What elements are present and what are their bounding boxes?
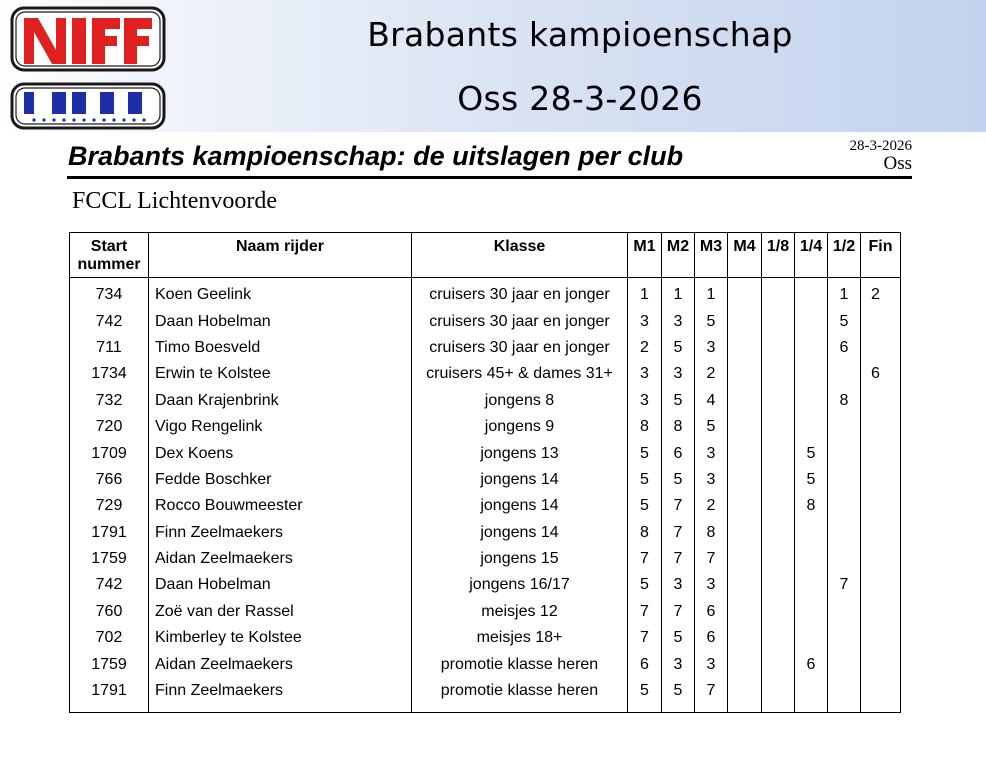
cell-rider-name: Daan Hobelman xyxy=(149,572,412,598)
cell-klasse: cruisers 45+ & dames 31+ xyxy=(412,361,628,387)
cell-rider-name: Erwin te Kolstee xyxy=(149,361,412,387)
cell-quarter-final xyxy=(795,520,828,546)
cell-semi-final xyxy=(828,625,861,651)
cell-rider-name: Koen Geelink xyxy=(149,278,412,309)
cell-semi-final xyxy=(828,520,861,546)
cell-m4 xyxy=(728,572,762,598)
cell-semi-final: 7 xyxy=(828,572,861,598)
header-start-line2: nummer xyxy=(77,256,141,273)
cell-m4 xyxy=(728,546,762,572)
cell-m3: 5 xyxy=(695,414,728,440)
cell-m1: 3 xyxy=(628,308,662,334)
cell-semi-final: 5 xyxy=(828,308,861,334)
cell-semi-final xyxy=(828,599,861,625)
cell-m2: 7 xyxy=(662,599,695,625)
cell-klasse: meisjes 18+ xyxy=(412,625,628,651)
cell-rider-name: Fedde Boschker xyxy=(149,467,412,493)
cell-m4 xyxy=(728,388,762,414)
cell-eighth-final xyxy=(762,440,795,466)
cell-klasse: jongens 15 xyxy=(412,546,628,572)
cell-klasse: jongens 13 xyxy=(412,440,628,466)
cell-m2: 7 xyxy=(662,520,695,546)
table-row xyxy=(70,361,901,387)
cell-start-number: 760 xyxy=(70,599,149,625)
cell-m4 xyxy=(728,278,762,309)
table-header-row xyxy=(70,233,901,278)
cell-m1: 6 xyxy=(628,651,662,677)
cell-rider-name: Aidan Zeelmaekers xyxy=(149,651,412,677)
cell-start-number: 720 xyxy=(70,414,149,440)
cell-m4 xyxy=(728,414,762,440)
header-start-number xyxy=(70,233,149,278)
cell-m2: 1 xyxy=(662,278,695,309)
table-row xyxy=(70,278,901,309)
report-title: Brabants kampioenschap: de uitslagen per club xyxy=(68,141,684,171)
cell-rider-name: Aidan Zeelmaekers xyxy=(149,546,412,572)
results-table xyxy=(69,232,901,713)
cell-eighth-final xyxy=(762,467,795,493)
header-final: Fin xyxy=(861,233,901,278)
cell-m2: 7 xyxy=(662,493,695,519)
cell-klasse: cruisers 30 jaar en jonger xyxy=(412,278,628,309)
cell-m2: 5 xyxy=(662,388,695,414)
cell-eighth-final xyxy=(762,599,795,625)
cell-quarter-final xyxy=(795,625,828,651)
cell-final xyxy=(861,651,901,677)
cell-m3: 7 xyxy=(695,546,728,572)
cell-klasse: meisjes 12 xyxy=(412,599,628,625)
table-row xyxy=(70,651,901,677)
cell-eighth-final xyxy=(762,546,795,572)
cell-m2: 5 xyxy=(662,625,695,651)
table-row xyxy=(70,335,901,361)
cell-eighth-final xyxy=(762,414,795,440)
cell-semi-final xyxy=(828,678,861,713)
cell-quarter-final xyxy=(795,546,828,572)
cell-semi-final xyxy=(828,546,861,572)
cell-eighth-final xyxy=(762,678,795,713)
header-start-line1: Start xyxy=(90,238,128,255)
cell-semi-final xyxy=(828,651,861,677)
cell-m4 xyxy=(728,599,762,625)
cell-start-number: 1709 xyxy=(70,440,149,466)
cell-m2: 3 xyxy=(662,651,695,677)
cell-final xyxy=(861,520,901,546)
cell-start-number: 732 xyxy=(70,388,149,414)
cell-m1: 3 xyxy=(628,388,662,414)
cell-quarter-final xyxy=(795,388,828,414)
cell-m2: 6 xyxy=(662,440,695,466)
table-row xyxy=(70,599,901,625)
cell-m1: 5 xyxy=(628,467,662,493)
header-name: Naam rijder xyxy=(149,233,412,278)
cell-eighth-final xyxy=(762,361,795,387)
cell-m1: 3 xyxy=(628,361,662,387)
cell-m4 xyxy=(728,467,762,493)
cell-start-number: 1759 xyxy=(70,546,149,572)
nff-logo xyxy=(10,6,168,130)
cell-m1: 5 xyxy=(628,678,662,713)
cell-eighth-final xyxy=(762,572,795,598)
cell-m4 xyxy=(728,678,762,713)
cell-m1: 5 xyxy=(628,572,662,598)
cell-m4 xyxy=(728,440,762,466)
cell-final xyxy=(861,678,901,713)
cell-start-number: 1759 xyxy=(70,651,149,677)
cell-m2: 3 xyxy=(662,308,695,334)
cell-final: 6 xyxy=(861,361,901,387)
cell-eighth-final xyxy=(762,308,795,334)
cell-final xyxy=(861,493,901,519)
cell-final xyxy=(861,572,901,598)
cell-rider-name: Rocco Bouwmeester xyxy=(149,493,412,519)
cell-m1: 5 xyxy=(628,493,662,519)
cell-m4 xyxy=(728,361,762,387)
cell-quarter-final xyxy=(795,414,828,440)
table-row xyxy=(70,493,901,519)
cell-m2: 5 xyxy=(662,678,695,713)
cell-final xyxy=(861,308,901,334)
cell-quarter-final xyxy=(795,335,828,361)
cell-eighth-final xyxy=(762,388,795,414)
cell-final xyxy=(861,625,901,651)
cell-m4 xyxy=(728,335,762,361)
cell-start-number: 1791 xyxy=(70,678,149,713)
cell-rider-name: Dex Koens xyxy=(149,440,412,466)
banner-title: Brabants kampioenschap xyxy=(367,15,793,54)
cell-m3: 6 xyxy=(695,599,728,625)
table-row xyxy=(70,625,901,651)
cell-quarter-final xyxy=(795,308,828,334)
header-m2: M2 xyxy=(662,233,695,278)
header-eighth-final: 1/8 xyxy=(762,233,795,278)
cell-semi-final: 6 xyxy=(828,335,861,361)
cell-quarter-final: 5 xyxy=(795,440,828,466)
cell-semi-final xyxy=(828,467,861,493)
banner-subtitle: Oss 28-3-2026 xyxy=(457,79,703,118)
cell-final xyxy=(861,388,901,414)
cell-m4 xyxy=(728,651,762,677)
header-m4: M4 xyxy=(728,233,762,278)
cell-start-number: 734 xyxy=(70,278,149,309)
cell-m3: 8 xyxy=(695,520,728,546)
table-row xyxy=(70,546,901,572)
cell-klasse: cruisers 30 jaar en jonger xyxy=(412,308,628,334)
table-row xyxy=(70,388,901,414)
cell-start-number: 729 xyxy=(70,493,149,519)
cell-quarter-final xyxy=(795,361,828,387)
cell-m3: 3 xyxy=(695,335,728,361)
cell-rider-name: Finn Zeelmaekers xyxy=(149,678,412,713)
cell-m4 xyxy=(728,493,762,519)
header-klasse: Klasse xyxy=(412,233,628,278)
cell-eighth-final xyxy=(762,335,795,361)
cell-m4 xyxy=(728,308,762,334)
cell-m3: 3 xyxy=(695,467,728,493)
cell-eighth-final xyxy=(762,520,795,546)
cell-m3: 3 xyxy=(695,651,728,677)
cell-m3: 2 xyxy=(695,493,728,519)
cell-semi-final xyxy=(828,414,861,440)
cell-start-number: 1734 xyxy=(70,361,149,387)
cell-m3: 5 xyxy=(695,308,728,334)
cell-m1: 7 xyxy=(628,546,662,572)
cell-m2: 8 xyxy=(662,414,695,440)
cell-quarter-final xyxy=(795,599,828,625)
cell-quarter-final xyxy=(795,572,828,598)
table-row xyxy=(70,678,901,713)
cell-final: 2 xyxy=(861,278,901,309)
title-divider xyxy=(67,176,912,179)
cell-m3: 1 xyxy=(695,278,728,309)
cell-semi-final xyxy=(828,440,861,466)
cell-m1: 5 xyxy=(628,440,662,466)
cell-rider-name: Kimberley te Kolstee xyxy=(149,625,412,651)
cell-start-number: 711 xyxy=(70,335,149,361)
results-body xyxy=(70,278,901,713)
table-row xyxy=(70,467,901,493)
cell-m3: 7 xyxy=(695,678,728,713)
cell-m2: 5 xyxy=(662,335,695,361)
table-row xyxy=(70,308,901,334)
cell-m3: 3 xyxy=(695,440,728,466)
cell-klasse: jongens 8 xyxy=(412,388,628,414)
header-quarter-final: 1/4 xyxy=(795,233,828,278)
cell-klasse: promotie klasse heren xyxy=(412,651,628,677)
table-row xyxy=(70,572,901,598)
cell-m2: 3 xyxy=(662,572,695,598)
cell-m2: 5 xyxy=(662,467,695,493)
cell-start-number: 1791 xyxy=(70,520,149,546)
cell-semi-final: 8 xyxy=(828,388,861,414)
cell-eighth-final xyxy=(762,493,795,519)
cell-rider-name: Zoë van der Rassel xyxy=(149,599,412,625)
cell-m1: 2 xyxy=(628,335,662,361)
cell-klasse: jongens 14 xyxy=(412,467,628,493)
report-place: Oss xyxy=(883,153,912,174)
cell-quarter-final xyxy=(795,278,828,309)
header-semi-final: 1/2 xyxy=(828,233,861,278)
cell-final xyxy=(861,335,901,361)
cell-m4 xyxy=(728,625,762,651)
cell-final xyxy=(861,440,901,466)
cell-final xyxy=(861,599,901,625)
cell-rider-name: Vigo Rengelink xyxy=(149,414,412,440)
cell-semi-final: 1 xyxy=(828,278,861,309)
cell-m1: 7 xyxy=(628,625,662,651)
cell-final xyxy=(861,546,901,572)
cell-final xyxy=(861,414,901,440)
cell-eighth-final xyxy=(762,625,795,651)
cell-semi-final xyxy=(828,361,861,387)
cell-m3: 4 xyxy=(695,388,728,414)
cell-quarter-final: 8 xyxy=(795,493,828,519)
cell-final xyxy=(861,467,901,493)
cell-rider-name: Daan Krajenbrink xyxy=(149,388,412,414)
club-name: FCCL Lichtenvoorde xyxy=(72,188,278,214)
header-banner xyxy=(0,0,986,132)
report-date: 28-3-2026 xyxy=(849,138,912,154)
header-m1: M1 xyxy=(628,233,662,278)
cell-m1: 7 xyxy=(628,599,662,625)
cell-start-number: 766 xyxy=(70,467,149,493)
cell-m1: 8 xyxy=(628,520,662,546)
cell-m4 xyxy=(728,520,762,546)
table-row xyxy=(70,520,901,546)
cell-semi-final xyxy=(828,493,861,519)
cell-quarter-final xyxy=(795,678,828,713)
cell-klasse: jongens 14 xyxy=(412,493,628,519)
table-row xyxy=(70,414,901,440)
cell-m3: 6 xyxy=(695,625,728,651)
cell-klasse: jongens 9 xyxy=(412,414,628,440)
header-m3: M3 xyxy=(695,233,728,278)
cell-rider-name: Timo Boesveld xyxy=(149,335,412,361)
cell-eighth-final xyxy=(762,651,795,677)
cell-start-number: 742 xyxy=(70,308,149,334)
cell-rider-name: Daan Hobelman xyxy=(149,308,412,334)
cell-start-number: 742 xyxy=(70,572,149,598)
cell-eighth-final xyxy=(762,278,795,309)
cell-m1: 8 xyxy=(628,414,662,440)
cell-rider-name: Finn Zeelmaekers xyxy=(149,520,412,546)
cell-klasse: jongens 16/17 xyxy=(412,572,628,598)
cell-quarter-final: 5 xyxy=(795,467,828,493)
cell-m2: 7 xyxy=(662,546,695,572)
cell-m3: 3 xyxy=(695,572,728,598)
cell-m2: 3 xyxy=(662,361,695,387)
cell-klasse: cruisers 30 jaar en jonger xyxy=(412,335,628,361)
table-row xyxy=(70,440,901,466)
cell-m3: 2 xyxy=(695,361,728,387)
cell-m1: 1 xyxy=(628,278,662,309)
cell-start-number: 702 xyxy=(70,625,149,651)
cell-klasse: promotie klasse heren xyxy=(412,678,628,713)
cell-klasse: jongens 14 xyxy=(412,520,628,546)
cell-quarter-final: 6 xyxy=(795,651,828,677)
